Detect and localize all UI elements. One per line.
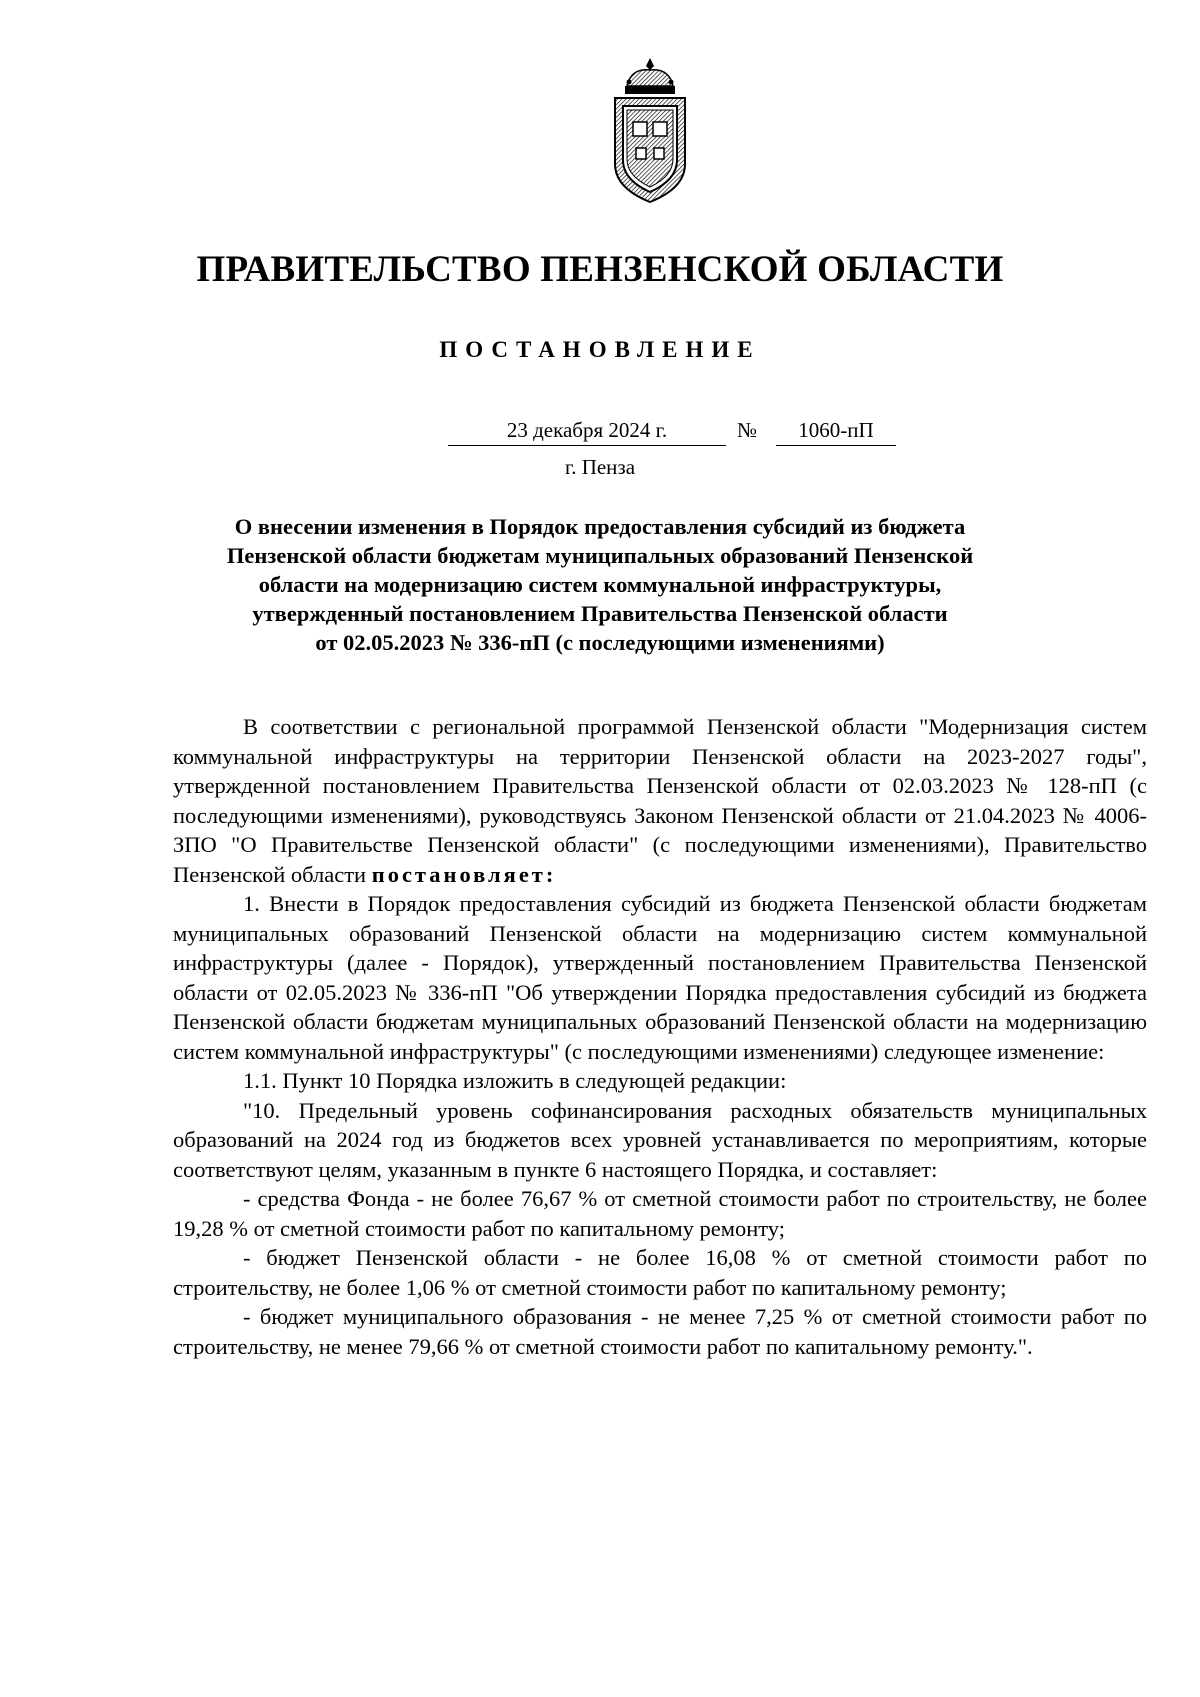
clause-1: 1. Внести в Порядок предоставления субсидий из бюджета Пензенской области бюджетам муниципальных образований Пензенской области на модернизацию систем коммунальной инфраструктуры (далее - Порядок), утвержденный постановлением Правительства Пензенской области от 02.05.2023 № 336-пП "Об утверждении Порядка предоставления субсидий из бюджета Пензенской области бюджетам муниципальных образований Пензенской области на модернизацию систем коммунальной инфраструктуры" (с последующими изменениями) следующее изменение: (173, 891, 1147, 1064)
document-body (173, 712, 1147, 1361)
document-type: ПОСТАНОВЛЕНИЕ (439, 337, 761, 362)
document-subject (150, 512, 1050, 657)
list-item-regional-budget: - бюджет Пензенской области - не более 16,08 % от сметной стоимости работ по строительству, не более 1,06 % от сметной стоимости работ по капитальному ремонту; (173, 1245, 1147, 1300)
subject-line: О внесении изменения в Порядок предоставления субсидий из бюджета (234, 514, 966, 539)
subject-line: от 02.05.2023 № 336-пП (с последующими изменениями) (315, 630, 885, 655)
preamble-paragraph (173, 712, 1147, 889)
preamble-text: В соответствии с региональной программой Пензенской области "Модернизация систем коммунальной инфраструктуры на территории Пензенской области на 2023-2027 годы", утвержденной постановлением Правительства Пензенской области от 02.03.2023 № 128-пП (с последующими изменениями), руководствуясь Законом Пензенской области от 21.04.2023 № 4006-ЗПО "О Правительстве Пензенской области" (с последующими изменениями), Правительство Пензенской области (173, 714, 1147, 887)
organization-title: ПРАВИТЕЛЬСТВО ПЕНЗЕНСКОЙ ОБЛАСТИ (196, 249, 1004, 290)
subject-line: утвержденный постановлением Правительства Пензенской области (252, 601, 948, 626)
clause-10: "10. Предельный уровень софинансирования расходных обязательств муниципальных образований на 2024 год из бюджетов всех уровней устанавливается по мероприятиям, которые соответствуют целям, указанным в пункте 6 настоящего Порядка, и составляет: (173, 1097, 1147, 1182)
clause-1-1: 1.1. Пункт 10 Порядка изложить в следующей редакции: (243, 1068, 787, 1093)
document-date: 23 декабря 2024 г. (448, 415, 726, 446)
date-number-line (448, 415, 903, 449)
list-item-municipal-budget: - бюджет муниципального образования - не менее 7,25 % от сметной стоимости работ по строительству, не менее 79,66 % от сметной стоимости работ по капитальному ремонту.". (173, 1304, 1147, 1359)
document-number: 1060-пП (776, 415, 896, 446)
coat-of-arms-emblem (605, 56, 695, 208)
subject-line: области на модернизацию систем коммунальной инфраструктуры, (258, 572, 942, 597)
document-city: г. Пенза (564, 455, 636, 479)
subject-line: Пензенской области бюджетам муниципальных образований Пензенской (226, 543, 974, 568)
decree-word: постановляет: (371, 861, 557, 887)
list-item-fund: - средства Фонда - не более 76,67 % от сметной стоимости работ по строительству, не более 19,28 % от сметной стоимости работ по капитальному ремонту; (173, 1186, 1147, 1241)
number-sign: № (737, 418, 758, 442)
